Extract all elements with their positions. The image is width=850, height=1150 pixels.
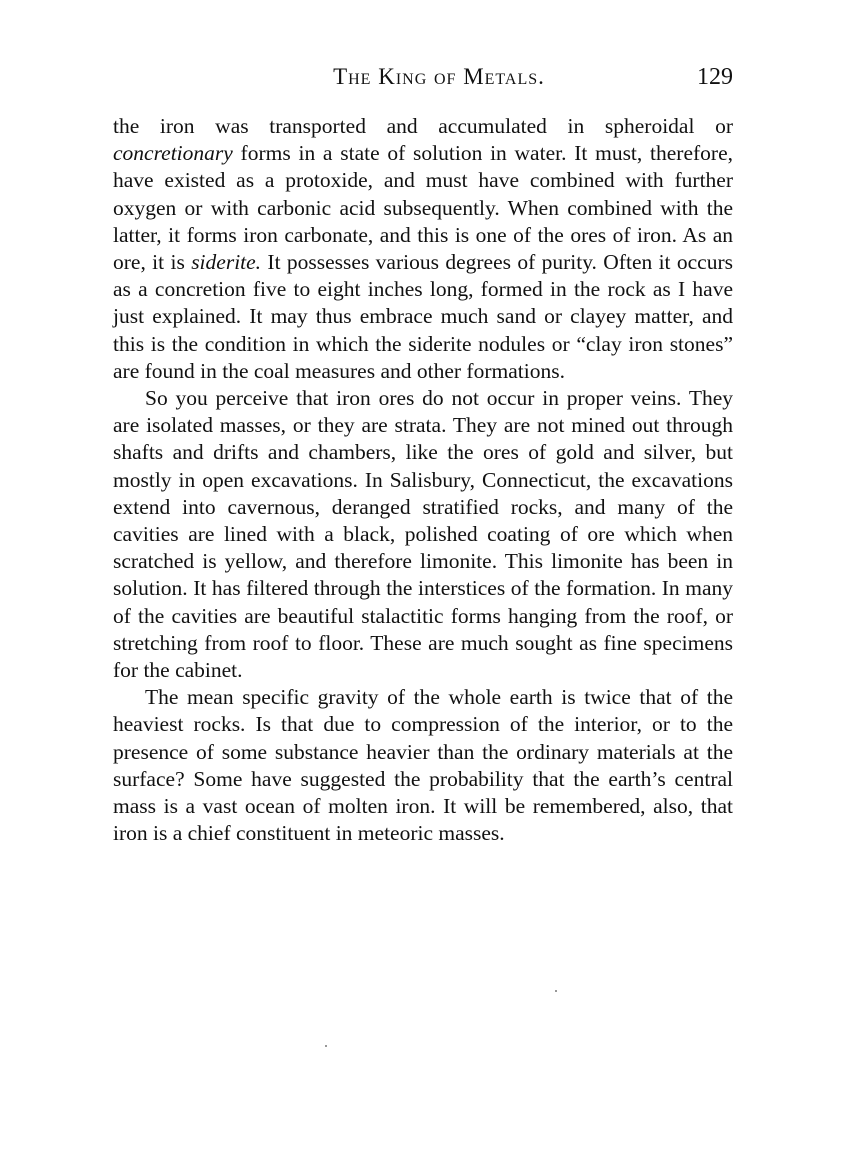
page-number: 129 bbox=[697, 64, 733, 90]
paragraph-2 bbox=[113, 385, 733, 684]
text-segment: So you perceive that iron ores do not occur in proper veins. They are isolated masses, or they are strata. They are not mined out through shafts and drifts and chambers, like the ores of gold and silver, but mostly in open excavations. In Salisbury, Connecticut, the excavations extend into cavernous, deranged stratified rocks, and many of the cavities are lined with a black, polished coating of ore which when scratched is yellow, and therefore limonite. This limonite has been in solution. It has filtered through the interstices of the formation. In many of the cavities are beautiful stalactitic forms hanging from the roof, or stretching from roof to floor. These are much sought as fine specimens for the cabinet. bbox=[113, 386, 733, 683]
paragraph-1 bbox=[113, 113, 733, 385]
text-segment: forms in a state of solution in water. It must, therefore, have existed as a protoxide, and must have combined with further oxygen or with carbonic acid subsequently. When combined with the latter, it forms iron carbonate, and this is one of the ores of iron. As an ore, it is bbox=[113, 141, 733, 275]
running-head bbox=[113, 62, 735, 96]
text-segment: the iron was transported and accumulated in spheroidal or bbox=[113, 114, 733, 138]
running-title: The King of Metals. bbox=[333, 64, 545, 89]
text-segment: It possesses various degrees of purity. Often it occurs as a concretion five to eight inches long, formed in the rock as I have just explained. It may thus embrace much sand or clayey matter, and this is the condition in which the siderite nodules or “clay iron stones” are found in the coal measures and other formations. bbox=[113, 250, 733, 383]
italic-term-siderite: siderite. bbox=[191, 250, 262, 275]
paper-speck bbox=[555, 990, 557, 992]
paragraph-3 bbox=[113, 684, 733, 847]
paper-speck bbox=[325, 1045, 327, 1047]
text-segment: The mean specific gravity of the whole earth is twice that of the heaviest rocks. Is that due to compression of the interior, or to the presence of some substance heavier than the ordinary materials at the surface? Some have suggested the probability that the earth’s central mass is a vast ocean of molten iron. It will be remembered, also, that iron is a chief constituent in meteoric masses. bbox=[113, 685, 733, 846]
body-text bbox=[113, 113, 733, 847]
italic-term-concretionary: concretionary bbox=[113, 141, 233, 166]
